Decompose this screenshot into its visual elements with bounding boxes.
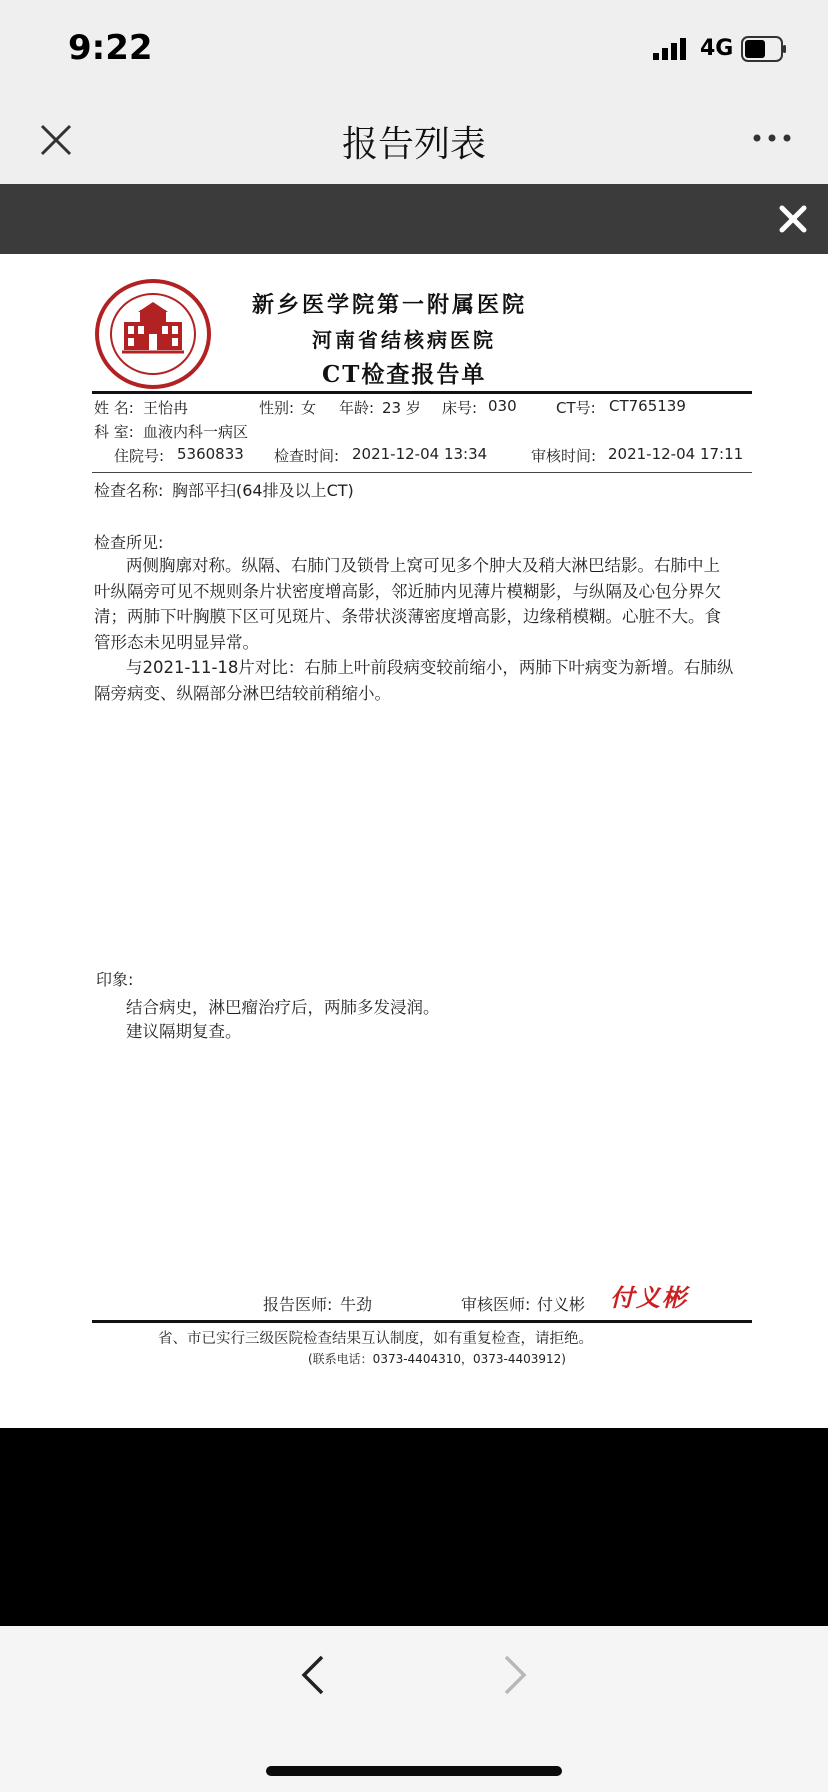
network-type: 4G (700, 36, 734, 61)
footer-divider (92, 1320, 752, 1323)
review-time: 2021-12-04 17:11 (608, 445, 744, 463)
forward-arrow-icon[interactable] (502, 1654, 528, 1696)
reviewer-signature: 付义彬 (610, 1283, 688, 1312)
review-time-label: 审核时间: (531, 447, 597, 465)
impression-line-2: 建议隔期复查。 (126, 1022, 242, 1041)
viewer-background (0, 1428, 828, 1626)
home-indicator[interactable] (266, 1766, 562, 1776)
impression-label: 印象: (96, 970, 134, 989)
hospital-name: 新乡医学院第一附属医院 (252, 292, 528, 318)
battery-icon (741, 36, 787, 62)
signal-icon (653, 38, 689, 60)
header-divider (92, 391, 752, 394)
gender-label: 性别: (259, 399, 295, 417)
patient-gender: 女 (301, 399, 317, 417)
findings-paragraph-2: 与2021-11-18片对比：右肺上叶前段病变较前缩小，两肺下叶病变为新增。右肺纵隔旁病变、纵隔部分淋巴结较前稍缩小。 (94, 658, 734, 703)
exam-name-label: 检查名称: (94, 481, 164, 500)
dept-label: 科 室: (94, 423, 134, 441)
ct-label: CT号: (556, 399, 596, 417)
findings-paragraph-1: 两侧胸廓对称。纵隔、右肺门及锁骨上窝可见多个肿大及稍大淋巴结影。右肺中上叶纵隔旁可见不规则条片状密度增高影，邻近肺内见薄片模糊影，与纵隔及心包分界欠清；两肺下叶胸膜下区可见斑片、条带状淡薄密度增高影，边缘稍模糊。心脏不大。食管形态未见明显异常。 (94, 556, 721, 652)
ct-number: CT765139 (609, 397, 686, 415)
page-title: 报告列表 (341, 124, 486, 165)
bed-number: 030 (488, 397, 517, 415)
age-label: 年龄: (339, 399, 375, 417)
exam-name: 胸部平扫(64排及以上CT) (172, 481, 354, 500)
hospital-seal-logo (94, 278, 212, 390)
findings-label: 检查所见: (94, 533, 164, 552)
inpatient-label: 住院号: (114, 447, 165, 465)
back-arrow-icon[interactable] (300, 1654, 326, 1696)
report-title: CT检查报告单 (322, 361, 487, 388)
patient-age: 23 岁 (382, 399, 421, 417)
patient-name: 王怡冉 (143, 399, 189, 417)
bed-label: 床号: (442, 399, 478, 417)
impression-line-1: 结合病史，淋巴瘤治疗后，两肺多发浸润。 (126, 998, 440, 1017)
reviewer-name: 付义彬 (537, 1295, 586, 1314)
reporter-label: 报告医师: (263, 1295, 333, 1314)
viewer-toolbar (0, 184, 828, 254)
exam-time: 2021-12-04 13:34 (352, 445, 488, 463)
exam-time-label: 检查时间: (274, 447, 340, 465)
status-time: 9:22 (68, 28, 153, 68)
viewer-close-icon[interactable] (776, 202, 810, 236)
footer-contact: (联系电话：0373-4404310，0373-4403912) (308, 1352, 566, 1366)
footer-notice: 省、市已实行三级医院检查结果互认制度，如有重复检查，请拒绝。 (158, 1331, 593, 1347)
hospital-name-2: 河南省结核病医院 (312, 328, 496, 352)
more-icon[interactable] (752, 132, 792, 144)
reviewer-label: 审核医师: (461, 1295, 531, 1314)
department: 血液内科一病区 (143, 423, 249, 441)
info-divider (92, 472, 752, 473)
reporter-name: 牛劲 (340, 1295, 373, 1314)
name-label: 姓 名: (94, 399, 134, 417)
inpatient-number: 5360833 (177, 445, 244, 463)
